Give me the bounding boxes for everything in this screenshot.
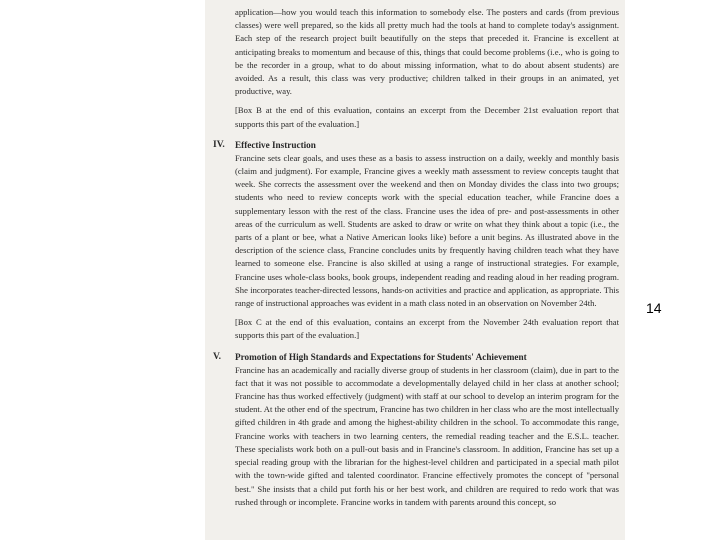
box-c-note: [Box C at the end of this evaluation, contains an excerpt from the November 24th evaluation report that supports this part of the evaluation.] <box>235 317 619 341</box>
document-body <box>213 6 619 509</box>
section-heading: Effective Instruction <box>235 139 316 150</box>
section-body: Francine sets clear goals, and uses these as a basis to assess instruction on a daily, weekly and monthly basis (claim and judgment). For example, Francine gives a weekly math assessment to review concepts taught that week. She corrects the assessment over the weekend and then on Monday divides the class into two groups; students who need to review concepts work with the special education teacher, while Francine does a supplementary lesson with the rest of the class. Francine uses the idea of pre- and post-assessments in other areas of the curriculum as well. Students are asked to draw or write on what they think about a topic (i.e., the parts of a plant or bee, what a Native American looks like) before a unit begins. As illustrated above in the description of the science class, Francine concludes units by frequently having children teach what they have learned to someone else. Francine is also skilled at using a range of instructional strategies. For example, Francine uses whole-class books, book groups, independent reading and reading aloud in her reading program. She incorporates teacher-directed lessons, hands-on activities and practice and application, as appropriate. This range of instructional approaches was evident in a math class noted in an observation on November 24th. <box>235 152 619 309</box>
intro-paragraph: application—how you would teach this information to somebody else. The posters and cards (from previous classes) were well prepared, so the kids all pretty much had the tools at hand to complete today's assignment. Each step of the research project built beautifully on the steps that preceded it. Francine is excellent at anticipating breaks to momentum and because of this, things that could become problems (i.e., who is going to be the recorder in a group, what to do about missing information, what to do about absent students) are avoided. As a result, this class was very productive; children talked in their groups in an animated, yet productive, way. <box>235 7 619 97</box>
scanned-page <box>205 0 625 540</box>
section-heading: Promotion of High Standards and Expectations for Students' Achievement <box>235 351 527 362</box>
section-number: IV. <box>213 139 225 150</box>
section-number: V. <box>213 351 222 362</box>
box-b-note: [Box B at the end of this evaluation, contains an excerpt from the December 21st evaluation report that supports this part of the evaluation.] <box>235 105 619 129</box>
section-effective-instruction <box>213 139 619 343</box>
section-high-standards <box>213 351 619 509</box>
section-body: Francine has an academically and racially diverse group of students in her classroom (claim), due in part to the fact that it was not possible to accommodate a developmentally delayed child in her class at another school; Francine has thus worked effectively (judgment) with staff at our school to develop an interim program for the student. At the other end of the spectrum, Francine has two children in her class who are the most intellectually gifted children in 4th grade and among the highest-ability children in the school. To accommodate this range, Francine works with teachers in two learning centers, the remedial reading teacher and the E.S.L. teacher. These specialists work both on a pull-out basis and in Francine's classroom. In addition, Francine has set up a special reading group with the librarian for the highest-level children and participated in a special math pilot with the town-wide gifted and talented coordinator. Francine effectively promotes the concept of "personal best." She insists that a child put forth his or her best work, and children are required to redo work that was rushed through or incomplete. Francine works in tandem with parents around this concept, so <box>235 364 619 507</box>
page-number: 14 <box>646 300 662 316</box>
